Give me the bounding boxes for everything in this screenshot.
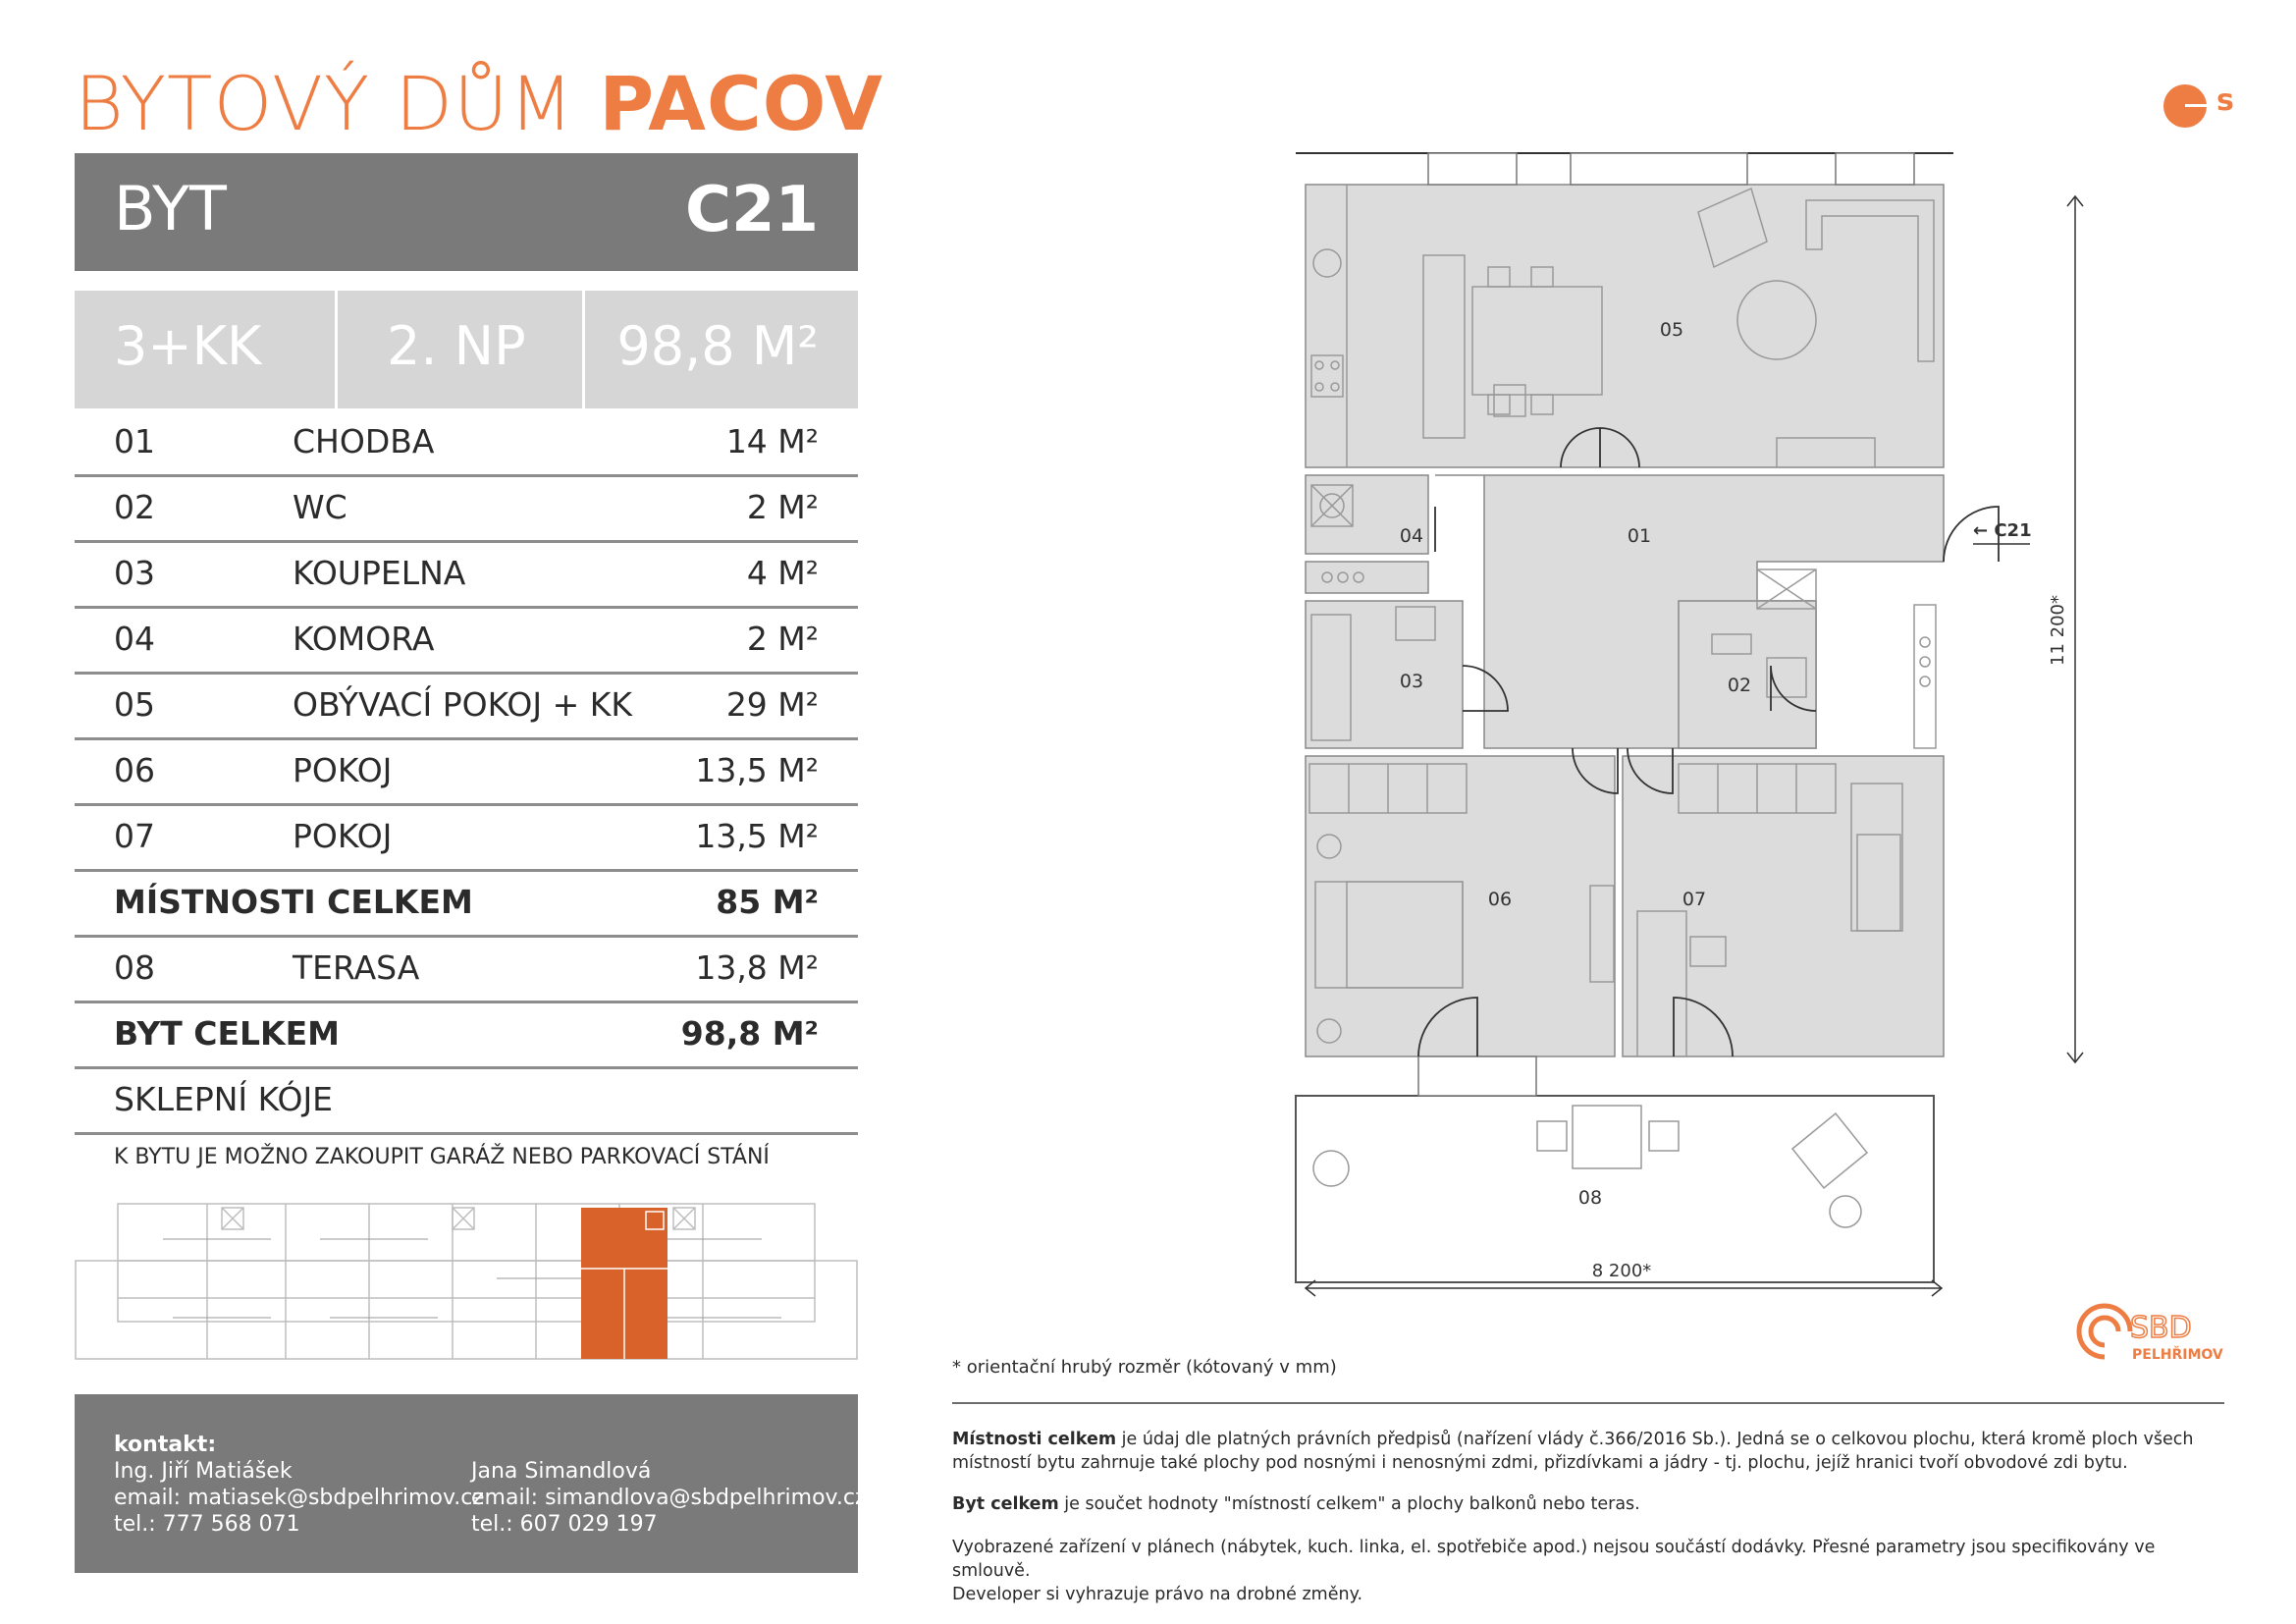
summary-floor: 2. NP [387,315,526,377]
room-num: 03 [114,554,155,592]
garage-note: K BYTU JE MOŽNO ZAKOUPIT GARÁŽ NEBO PARKOVACÍ STÁNÍ [114,1145,770,1169]
unit-code: C21 [684,174,819,246]
contact-email[interactable]: email: matiasek@sbdpelhrimov.cz [114,1486,484,1510]
legal-text: Developer si vyhrazuje právo na drobné změny. [952,1585,1363,1604]
sbd-logo [2071,1298,2238,1369]
table-row [75,408,858,477]
room-06 [1306,756,1615,1056]
room-area: 14 M² [725,422,819,460]
room-area: 4 M² [746,554,819,592]
contact-email[interactable]: email: simandlova@sbdpelhrimov.cz [471,1486,867,1510]
rooms-total-row [75,869,858,938]
sbd-text: SBD [2130,1311,2192,1345]
unit-total-area: 98,8 M² [680,1014,819,1053]
room-num: 07 [114,817,155,855]
room-04-shelf [1306,562,1428,593]
rooms-total-area: 85 M² [716,883,819,921]
room-name: CHODBA [293,422,435,460]
room-name: TERASA [293,948,420,987]
room-num: 01 [114,422,155,460]
room-num: 06 [114,751,155,789]
legal-text: je údaj dle platných právních předpisů (nařízení vlády č.366/2016 Sb.). Jedná se o celkovou plochu, která kromě ploch všech [1116,1430,2194,1449]
divider [335,291,338,408]
contact-name: Ing. Jiří Matiášek [114,1459,293,1484]
room-num: 02 [114,488,155,526]
table-row [75,474,858,543]
room-name: POKOJ [293,751,393,789]
entry-label: ← C21 [1973,520,2032,541]
summary-bar [75,291,858,408]
table-row [75,606,858,675]
room-area: 2 M² [746,620,819,658]
room-label-01: 01 [1627,525,1652,547]
page-title [75,60,884,147]
title-bold: PACOV [599,60,884,147]
room-area: 13,5 M² [695,751,819,789]
sbd-subtext: PELHŘIMOV [2132,1347,2223,1363]
contact-person-2 [471,1458,867,1538]
contact-phone[interactable]: tel.: 607 029 197 [471,1512,658,1537]
room-08 [1296,1096,1934,1282]
room-area: 13,5 M² [695,817,819,855]
logo-stroke [2185,104,2215,107]
legal-term: Byt celkem [952,1494,1059,1514]
unit-total-label: BYT CELKEM [114,1014,340,1053]
legal-term: Místnosti celkem [952,1430,1117,1449]
room-label-06: 06 [1487,889,1513,910]
room-07 [1623,756,1944,1056]
unit-total-row [75,1001,858,1069]
contact-heading: kontakt: [114,1433,217,1457]
contact-name: Jana Simandlová [471,1459,652,1484]
room-label-02: 02 [1727,675,1752,696]
legal-text: místností bytu zahrnuje také plochy pod nosnými i nenosnými zdmi, přizdívkami a jádry - tj. plochu, jejíž hranici tvoří obvodové zdi bytu. [952,1453,2128,1473]
room-name: OBÝVACÍ POKOJ + KK [293,685,633,724]
dim-height: 11 200* [2048,595,2068,666]
legal-paragraph-3 [952,1536,2228,1606]
legal-paragraph-1 [952,1428,2228,1475]
dimension-footnote: * orientační hrubý rozměr (kótovaný v mm) [952,1357,1337,1378]
room-num: 05 [114,685,155,724]
room-label-03: 03 [1399,671,1424,692]
room-label-04: 04 [1399,525,1424,547]
room-area: 13,8 M² [695,948,819,987]
unit-bar [75,153,858,271]
summary-area: 98,8 M² [616,315,819,377]
building-keyplan [75,1200,860,1361]
room-name: WC [293,488,347,526]
table-row [75,672,858,740]
room-label-08: 08 [1577,1187,1603,1209]
room-label-07: 07 [1682,889,1707,910]
contact-phone[interactable]: tel.: 777 568 071 [114,1512,300,1537]
room-03 [1306,601,1463,748]
legal-text: Vyobrazené zařízení v plánech (nábytek, kuch. linka, el. spotřebiče apod.) nejsou součástí dodávky. Přesné parametry jsou specifikovány ve smlouvě. [952,1538,2156,1581]
logo-letter: s [2216,83,2234,118]
room-name: POKOJ [293,817,393,855]
title-light: BYTOVÝ DŮM [75,60,575,147]
unit-label: BYT [114,173,227,244]
table-row [75,935,858,1003]
divider [952,1402,2224,1404]
table-row [75,803,858,872]
room-05 [1306,185,1944,467]
room-area: 29 M² [725,685,819,724]
contact-person-1 [114,1432,484,1538]
legal-text: je součet hodnoty "místností celkem" a plochy balkonů nebo teras. [1058,1494,1640,1514]
rooms-total-label: MÍSTNOSTI CELKEM [114,883,473,921]
room-label-05: 05 [1659,319,1684,341]
floor-plan [1266,147,2150,1306]
cellar-label: SKLEPNÍ KÓJE [114,1080,334,1118]
room-name: KOUPELNA [293,554,466,592]
room-num: 04 [114,620,155,658]
divider [582,291,585,408]
room-name: KOMORA [293,620,435,658]
cellar-row [75,1066,858,1135]
dim-width: 8 200* [1591,1261,1652,1281]
room-area: 2 M² [746,488,819,526]
contact-box [75,1394,867,1573]
room-num: 08 [114,948,155,987]
table-row [75,540,858,609]
table-row [75,737,858,806]
summary-layout: 3+KK [114,315,262,377]
legal-paragraph-2 [952,1492,2228,1516]
